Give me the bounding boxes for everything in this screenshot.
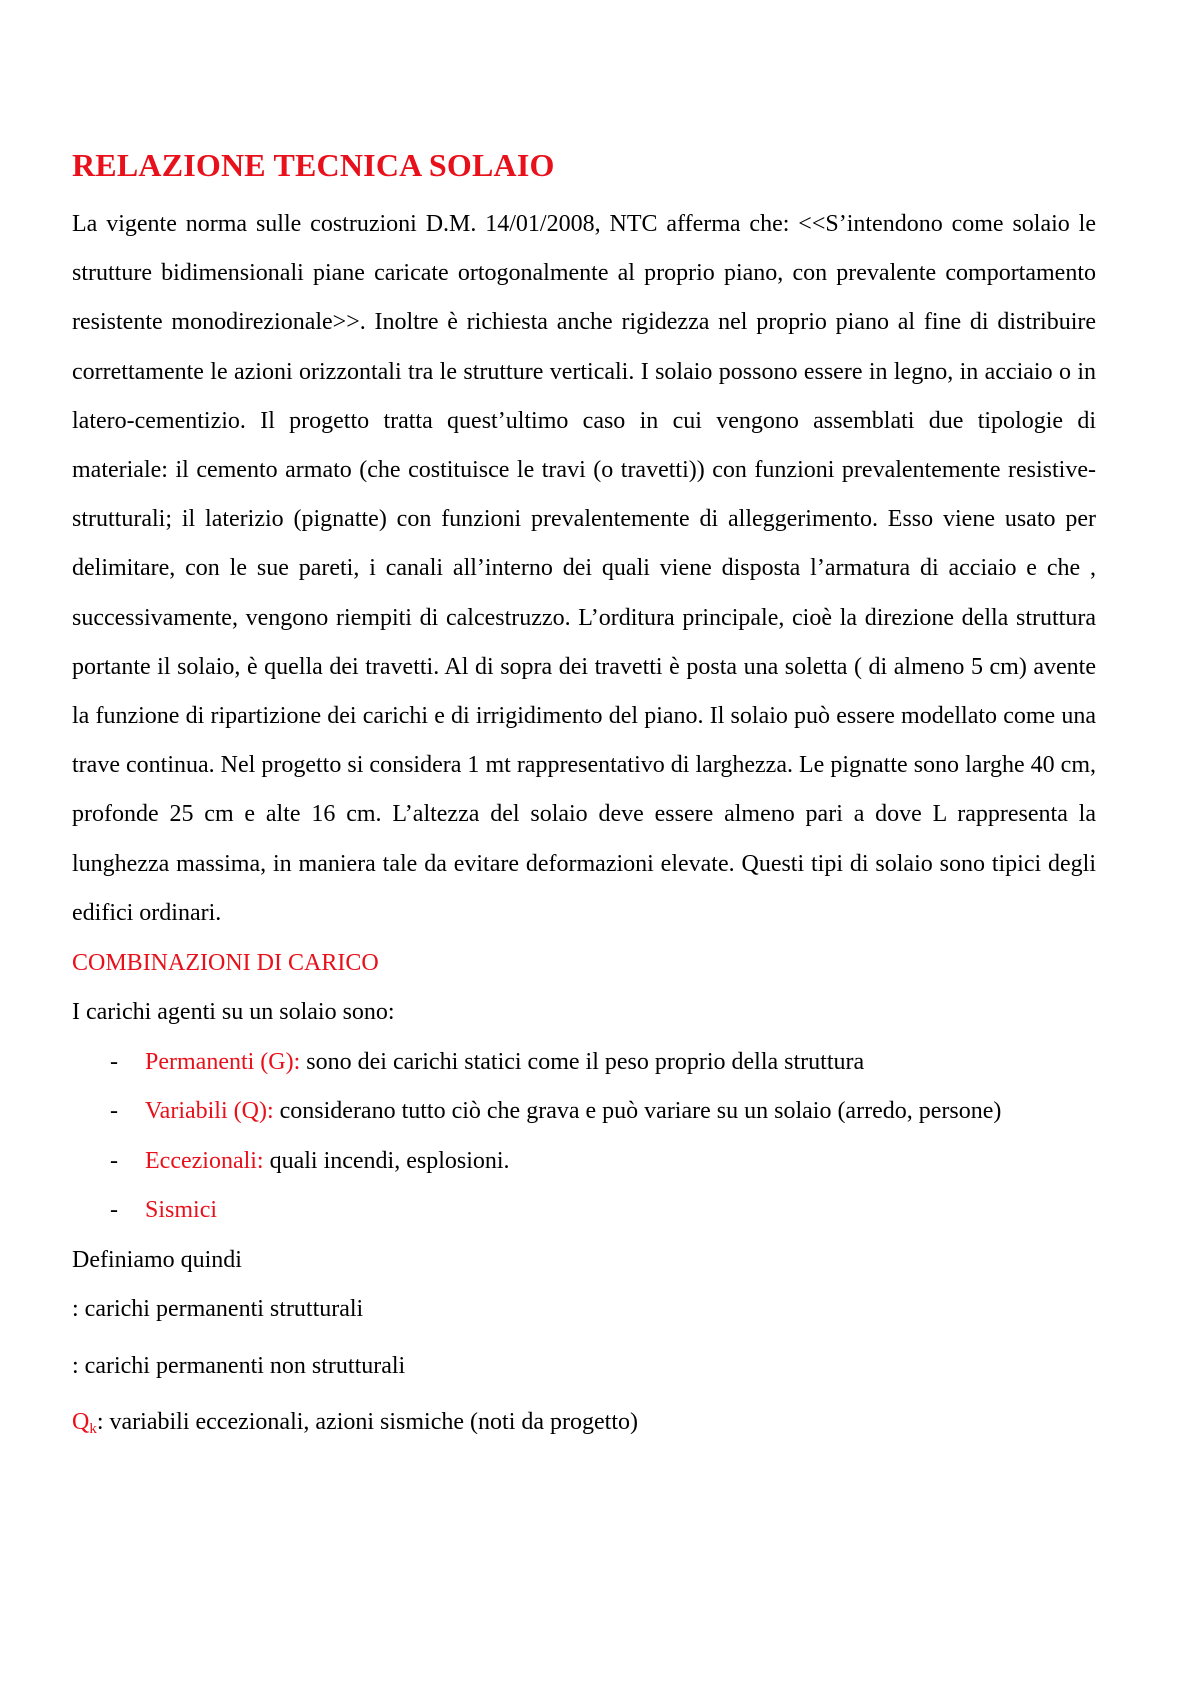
list-dash: -: [110, 1048, 118, 1075]
document-body: [72, 140, 1096, 1455]
load-term: Variabili (Q):: [145, 1098, 274, 1125]
load-description: considerano tutto ciò che grava e può variare su un solaio (arredo, persone): [273, 1098, 1002, 1125]
definition-line: [72, 1285, 1096, 1342]
section-heading-load-combinations: COMBINAZIONI DI CARICO: [72, 950, 379, 977]
list-item: [72, 1038, 1096, 1088]
definition-symbol: Q: [72, 1409, 90, 1436]
load-term: Permanenti (G):: [145, 1048, 301, 1075]
intro-paragraph: La vigente norma sulle costruzioni D.M. 14/01/2008, NTC afferma che: <<S’intendono come solaio le strutture bidimensionali piane caricate ortogonalmente al proprio piano, con prevalente comportamento resistente monodirezionale>>. Inoltre è richiesta anche rigidezza nel proprio piano al fine di distribuire correttamente le azioni orizzontali tra le strutture verticali. I solaio possono essere in legno, in acciaio o in latero-cementizio. Il progetto tratta quest’ultimo caso in cui vengono assemblati due tipologie di materiale: il cemento armato (che costituisce le travi (o travetti)) con funzioni prevalentemente resistive-strutturali; il laterizio (pignatte) con funzioni prevalentemente di alleggerimento. Esso viene usato per delimitare, con le sue pareti, i canali all’interno dei quali viene disposta l’armatura di acciaio e che , successivamente, vengono riempiti di calcestruzzo. L’orditura principale, cioè la direzione della struttura portante il solaio, è quella dei travetti. Al di sopra dei travetti è posta una soletta ( di almeno 5 cm) avente la funzione di ripartizione dei carichi e di irrigidimento del piano. Il solaio può essere modellato come una trave continua. Nel progetto si considera 1 mt rappresentativo di larghezza. Le pignatte sono larghe 40 cm, profonde 25 cm e alte 16 cm. L’altezza del solaio deve essere almeno pari a dove L rappresenta la lunghezza massima, in maniera tale da evitare deformazioni elevate. Questi tipi di solaio sono tipici degli edifici ordinari.: [72, 211, 1096, 926]
list-item: [72, 1137, 1096, 1187]
load-description: quali incendi, esplosioni.: [263, 1147, 510, 1174]
load-term: Sismici: [145, 1197, 218, 1224]
definition-line: [72, 1398, 1096, 1455]
definition-text: : variabili eccezionali, azioni sismiche (noti da progetto): [96, 1409, 638, 1436]
document-title: RELAZIONE TECNICA SOLAIO: [72, 147, 555, 183]
list-dash: -: [110, 1098, 118, 1125]
definition-text: : carichi permanenti non strutturali: [72, 1352, 406, 1379]
load-description: sono dei carichi statici come il peso proprio della struttura: [300, 1048, 865, 1075]
loads-intro: I carichi agenti su un solaio sono:: [72, 999, 395, 1026]
load-term: Eccezionali:: [145, 1147, 264, 1174]
list-dash: -: [110, 1197, 118, 1224]
definition-line: [72, 1342, 1096, 1399]
list-dash: -: [110, 1147, 118, 1174]
definitions-intro: Definiamo quindi: [72, 1246, 242, 1273]
list-item: [72, 1186, 1096, 1236]
definition-symbol-subscript: k: [89, 1421, 97, 1438]
list-item: [72, 1087, 1096, 1137]
load-types-list: [72, 1038, 1096, 1236]
definition-text: : carichi permanenti strutturali: [72, 1296, 364, 1323]
